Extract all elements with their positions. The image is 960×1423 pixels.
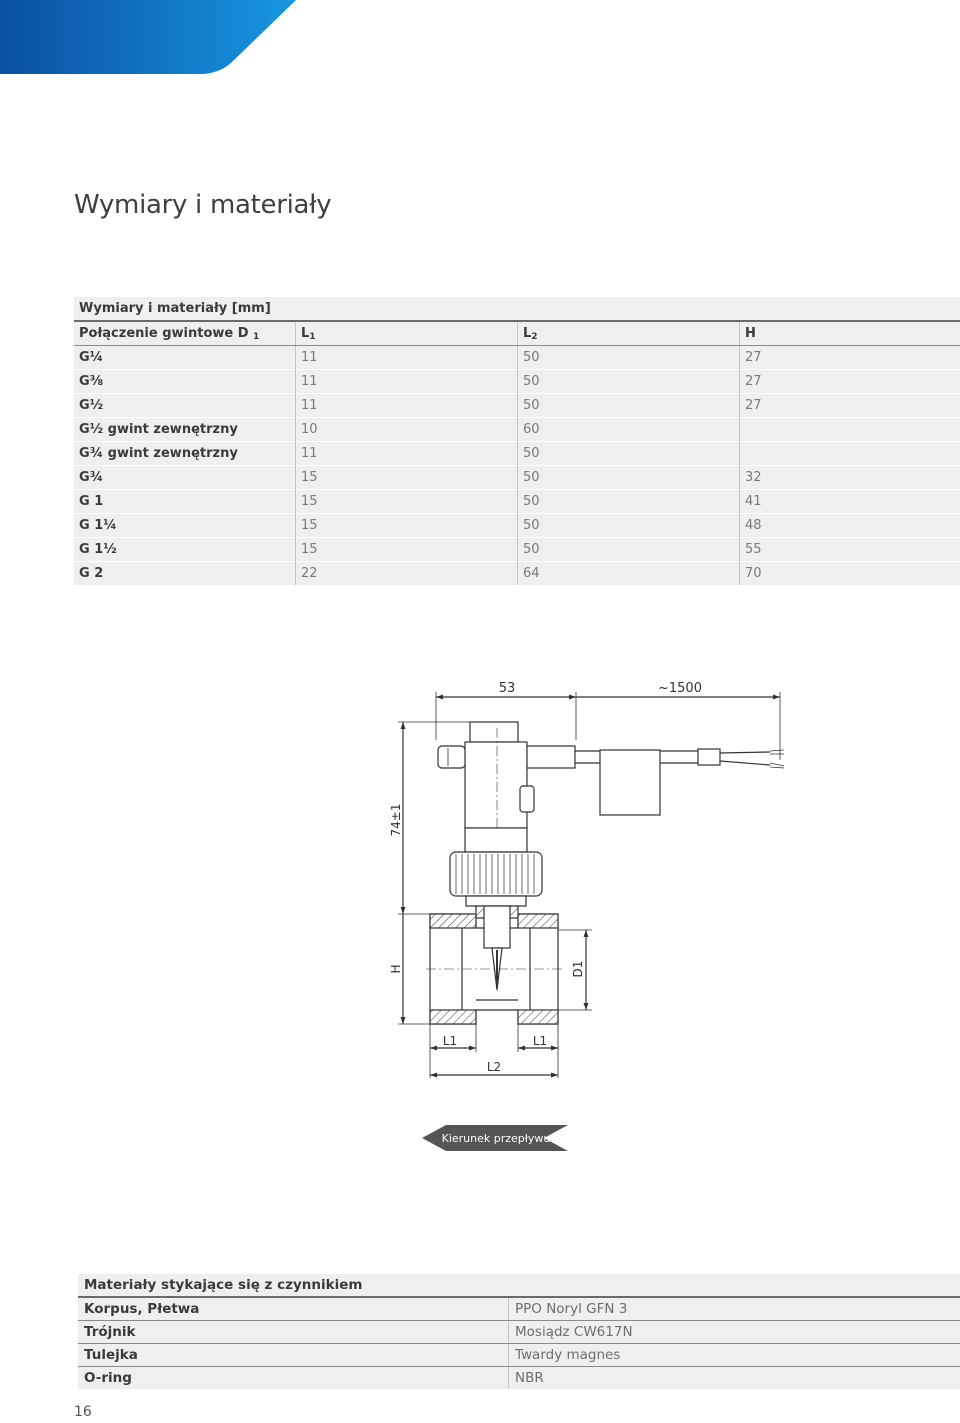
- materials-table: [78, 1273, 960, 1389]
- cell-l1: 15: [296, 514, 518, 538]
- cell-l2: 50: [518, 490, 740, 514]
- cell-l1: 15: [296, 490, 518, 514]
- cell-material: NBR: [509, 1367, 960, 1390]
- cell-part: Korpus, Płetwa: [78, 1297, 509, 1321]
- table-row: [78, 1367, 960, 1390]
- dimensions-table-header-row: [74, 321, 960, 346]
- table-row: [74, 418, 960, 442]
- flow-direction-arrow: [422, 1125, 568, 1151]
- table-row: [78, 1321, 960, 1344]
- cell-l1: 22: [296, 562, 518, 586]
- table-row: [74, 538, 960, 562]
- cell-l1: 11: [296, 442, 518, 466]
- header-h: H: [740, 321, 960, 346]
- cell-connection: G 1½: [74, 538, 296, 562]
- cell-l1: 11: [296, 346, 518, 370]
- cell-connection: G 2: [74, 562, 296, 586]
- cell-h: 70: [740, 562, 960, 586]
- cell-h: 55: [740, 538, 960, 562]
- cell-l2: 50: [518, 466, 740, 490]
- materials-table-caption-row: [78, 1274, 960, 1298]
- cell-h: [740, 442, 960, 466]
- dim-label-74: 74±1: [389, 803, 403, 837]
- flow-direction-label: Kierunek przepływu: [441, 1132, 551, 1145]
- cell-part: Trójnik: [78, 1321, 509, 1344]
- cell-l2: 50: [518, 394, 740, 418]
- cell-l2: 50: [518, 370, 740, 394]
- technical-drawing: [380, 675, 800, 1160]
- table-row: [74, 466, 960, 490]
- table-row: [74, 346, 960, 370]
- cell-l2: 64: [518, 562, 740, 586]
- dimensions-table-caption: Wymiary i materiały [mm]: [74, 297, 960, 322]
- cell-l1: 15: [296, 538, 518, 562]
- table-row: [78, 1297, 960, 1321]
- header-l2: $L_2$: [518, 321, 740, 346]
- cell-connection: G¾ gwint zewnętrzny: [74, 442, 296, 466]
- cell-connection: G¼: [74, 346, 296, 370]
- cell-connection: G 1¼: [74, 514, 296, 538]
- table-row: [78, 1344, 960, 1367]
- cell-l2: 50: [518, 346, 740, 370]
- cell-h: 41: [740, 490, 960, 514]
- cell-part: Tulejka: [78, 1344, 509, 1367]
- cell-h: 27: [740, 394, 960, 418]
- header-l1: $L_1$: [296, 321, 518, 346]
- cell-connection: G 1: [74, 490, 296, 514]
- cell-l2: 50: [518, 538, 740, 562]
- dim-label-53: 53: [498, 681, 516, 696]
- cell-material: PPO Noryl GFN 3: [509, 1297, 960, 1321]
- cell-material: Twardy magnes: [509, 1344, 960, 1367]
- cell-l2: 50: [518, 514, 740, 538]
- cell-part: O-ring: [78, 1367, 509, 1390]
- table-row: [74, 394, 960, 418]
- cell-h: [740, 418, 960, 442]
- materials-table-caption: Materiały stykające się z czynnikiem: [78, 1274, 960, 1298]
- cell-connection: G½ gwint zewnętrzny: [74, 418, 296, 442]
- brand-corner-band: [0, 0, 310, 80]
- table-row: [74, 514, 960, 538]
- cell-connection: G½: [74, 394, 296, 418]
- page-number: 16: [74, 1404, 92, 1420]
- cell-connection: G¾: [74, 466, 296, 490]
- table-row: [74, 442, 960, 466]
- knurled-nut: [450, 828, 542, 906]
- cell-h: 27: [740, 346, 960, 370]
- cell-h: 27: [740, 370, 960, 394]
- table-row: [74, 370, 960, 394]
- cell-l1: 15: [296, 466, 518, 490]
- dim-label-1500: ~1500: [658, 681, 702, 696]
- dimensions-table-caption-row: [74, 297, 960, 322]
- cell-material: Mosiądz CW617N: [509, 1321, 960, 1344]
- page-title: Wymiary i materiały: [74, 190, 332, 220]
- dim-label-d1: D1: [571, 960, 585, 978]
- dimension-l1-left: [430, 1024, 476, 1078]
- cell-h: 48: [740, 514, 960, 538]
- cell-l1: 11: [296, 394, 518, 418]
- table-row: [74, 562, 960, 586]
- dimension-l1-right: [518, 1024, 558, 1078]
- table-row: [74, 490, 960, 514]
- cell-l1: 10: [296, 418, 518, 442]
- dim-label-h: H: [389, 964, 403, 974]
- dim-label-l2: L2: [486, 1060, 502, 1074]
- cell-l2: 60: [518, 418, 740, 442]
- cell-l2: 50: [518, 442, 740, 466]
- dim-label-l1-left: L1: [442, 1034, 458, 1048]
- cell-h: 32: [740, 466, 960, 490]
- cell-connection: G⅜: [74, 370, 296, 394]
- dimensions-table: [74, 296, 960, 585]
- dim-label-l1-right: L1: [532, 1034, 548, 1048]
- header-connection: Połączenie gwintowe D $_1$: [74, 321, 296, 346]
- cell-l1: 11: [296, 370, 518, 394]
- cable: [575, 749, 784, 815]
